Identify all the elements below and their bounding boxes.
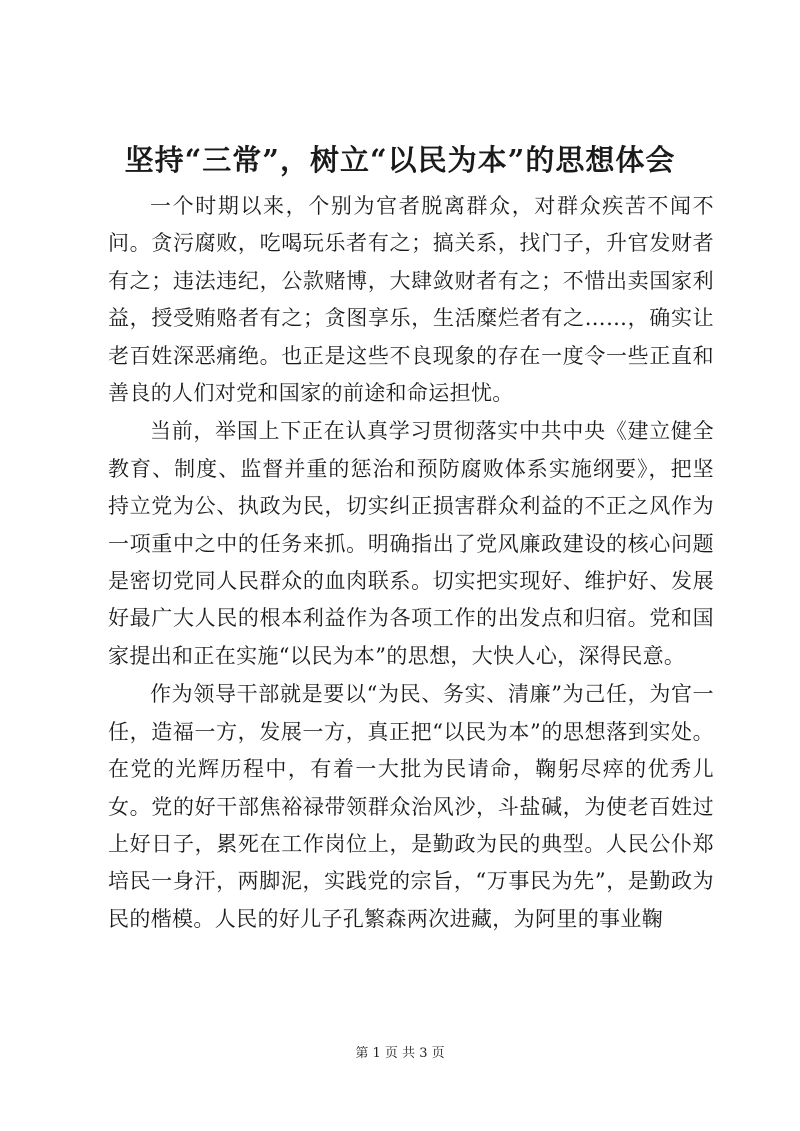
document-title: 坚持“三常”，树立“以民为本”的思想体会: [124, 143, 676, 177]
page-number-footer: 第 1 页 共 3 页: [355, 1046, 445, 1061]
paragraph-1: 一个时期以来，个别为官者脱离群众，对群众疾苦不闻不问。贪污腐败，吃喝玩乐者有之；搞关系，找门子，升官发财者有之；违法违纪，公款赌博，大肆敛财者有之；不惜出卖国家利益，授受贿赂者有之；贪图享乐，生活糜烂者有之……，确实让老百姓深恶痛绝。也正是这些不良现象的存在一度令一些正直和善良的人们对党和国家的前途和命运担忧。: [108, 194, 714, 406]
paragraph-2: 当前，举国上下正在认真学习贯彻落实中共中央《建立健全教育、制度、监督并重的惩治和预防腐败体系实施纲要》，把坚持立党为公、执政为民，切实纠正损害群众利益的不正之风作为一项重中之中的任务来抓。明确指出了党风廉政建设的核心问题是密切党同人民群众的血肉联系。切实把实现好、维护好、发展好最广大人民的根本利益作为各项工作的出发点和归宿。党和国家提出和正在实施“以民为本”的思想，大快人心，深得民意。: [108, 419, 714, 668]
document-body: [108, 188, 714, 939]
paragraph-3: 作为领导干部就是要以“为民、务实、清廉”为己任，为官一任，造福一方，发展一方，真正把“以民为本”的思想落到实处。在党的光辉历程中，有着一大批为民请命，鞠躬尽瘁的优秀儿女。党的好干部焦裕禄带领群众治风沙，斗盐碱，为使老百姓过上好日子，累死在工作岗位上，是勤政为民的典型。人民公仆郑培民一身汗，两脚泥，实践党的宗旨，“万事民为先”，是勤政为民的楷模。人民的好儿子孔繁森两次进藏，为阿里的事业鞠: [108, 682, 714, 931]
